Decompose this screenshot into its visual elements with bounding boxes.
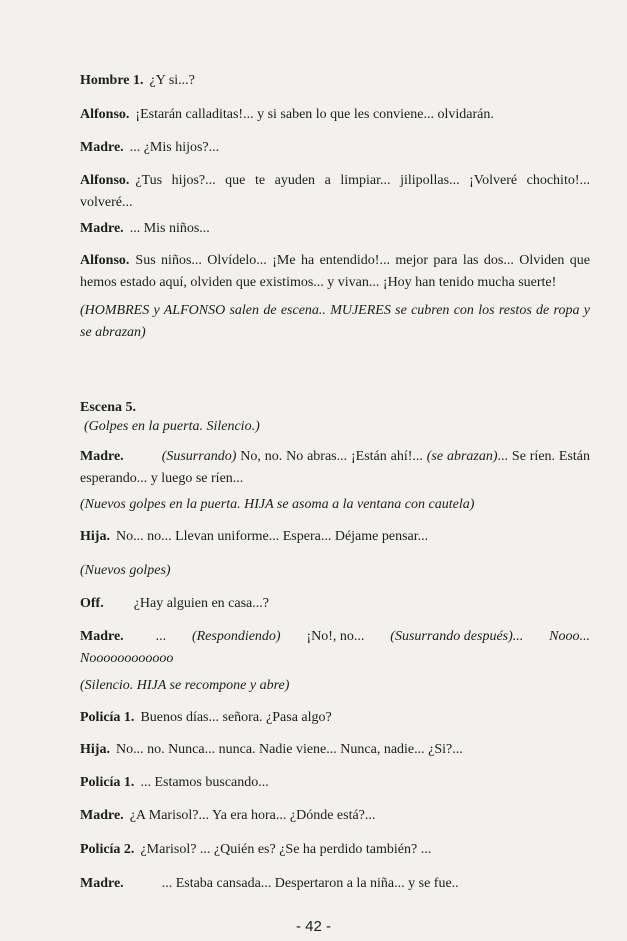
speaker-name: Hija. — [80, 529, 110, 544]
speaker-name: Alfonso. — [80, 107, 130, 122]
scene-subtitle: (Golpes en la puerta. Silencio.) — [84, 419, 260, 434]
dialogue-text-continued: Noooooooooooo — [80, 651, 174, 666]
dialogue-text: ¿Hay alguien en casa...? — [133, 596, 269, 611]
dialogue-line — [80, 772, 590, 794]
dialogue-line — [80, 526, 590, 548]
dialogue-line — [80, 805, 590, 827]
dialogue-line — [80, 839, 590, 861]
dialogue-text: ... Mis niños... — [129, 221, 210, 236]
dialogue-text: No... no. Nunca... nunca. Nadie viene... Nunca, nadie... ¿Si?... — [115, 742, 463, 757]
dialogue-text: ¡No!, no... — [306, 629, 365, 644]
dialogue-text: Sus niños... Olvídelo... ¡Me ha entendido!... mejor para las dos... Olviden que hemos estado aquí, olviden que existimos... y vivan... ¡Hoy han tenido mucha suerte! — [80, 253, 590, 290]
stage-direction: (Nuevos golpes) — [80, 563, 171, 578]
speaker-name: Madre. — [80, 876, 124, 891]
inline-direction: (Respondiendo) — [191, 629, 281, 644]
dialogue-text: ¿Tus hijos?... que te ayuden a limpiar... jilipollas... ¡Volveré chochito!... volveré... — [80, 173, 590, 210]
dialogue-text: ¿A Marisol?... Ya era hora... ¿Dónde está?... — [129, 808, 376, 823]
dialogue-text: ¿Marisol? ... ¿Quién es? ¿Se ha perdido también? ... — [140, 842, 432, 857]
speaker-name: Policía 1. — [80, 775, 135, 790]
dialogue-line — [80, 137, 590, 159]
dialogue-line — [80, 218, 590, 240]
dialogue-text: No... no... Llevan uniforme... Espera... Déjame pensar... — [115, 529, 429, 544]
dialogue-line — [80, 250, 590, 294]
dialogue-text: Buenos días... señora. ¿Pasa algo? — [140, 710, 332, 725]
speaker-name: Policía 1. — [80, 710, 135, 725]
speaker-name: Alfonso. — [80, 173, 130, 188]
dialogue-text: ... ¿Mis hijos?... — [129, 140, 220, 155]
speaker-name: Madre. — [80, 221, 124, 236]
inline-direction: (Susurrando) — [161, 449, 237, 464]
inline-direction: (se abrazan) — [426, 449, 498, 464]
stage-direction: (Silencio. HIJA se recompone y abre) — [80, 678, 290, 693]
dialogue-line — [80, 70, 590, 92]
speaker-name: Madre. — [80, 808, 124, 823]
dialogue-line — [80, 707, 590, 729]
dialogue-line — [80, 873, 590, 895]
speaker-name: Madre. — [80, 140, 124, 155]
dialogue-text: ... — [155, 629, 167, 644]
speaker-name: Hombre 1. — [80, 73, 144, 88]
dialogue-line — [80, 104, 590, 126]
speaker-name: Hija. — [80, 742, 110, 757]
dialogue-line — [80, 446, 590, 490]
dialogue-text: Nooo... — [549, 629, 590, 644]
speaker-name: Madre. — [80, 629, 124, 644]
scene-title: Escena 5. — [80, 400, 136, 415]
dialogue-line — [80, 739, 590, 761]
page-number: - 42 - — [295, 918, 331, 935]
speaker-name: Policía 2. — [80, 842, 135, 857]
speaker-name: Off. — [80, 596, 104, 611]
dialogue-line — [80, 593, 590, 615]
dialogue-text: ¿Y si...? — [149, 73, 195, 88]
dialogue-text: ¡Estarán calladitas!... y si saben lo que les conviene... olvidarán. — [135, 107, 494, 122]
dialogue-text: No, no. No abras... ¡Están ahí!... — [240, 449, 423, 464]
speaker-name: Alfonso. — [80, 253, 130, 268]
scene-heading — [80, 398, 590, 436]
dialogue-line — [80, 626, 590, 670]
stage-direction: (Nuevos golpes en la puerta. HIJA se asoma a la ventana con cautela) — [80, 497, 475, 512]
dialogue-text: ... Estaba cansada... Despertaron a la niña... y se fue.. — [161, 876, 459, 891]
speaker-name: Madre. — [80, 449, 124, 464]
inline-direction: (Susurrando después)... — [390, 629, 524, 644]
dialogue-line — [80, 170, 590, 214]
dialogue-text: ... Se ríen. Están esperando... y luego se ríen... — [80, 449, 591, 486]
dialogue-text: ... Estamos buscando... — [140, 775, 269, 790]
stage-direction: (HOMBRES y ALFONSO salen de escena.. MUJERES se cubren con los restos de ropa y se abrazan) — [80, 303, 590, 340]
